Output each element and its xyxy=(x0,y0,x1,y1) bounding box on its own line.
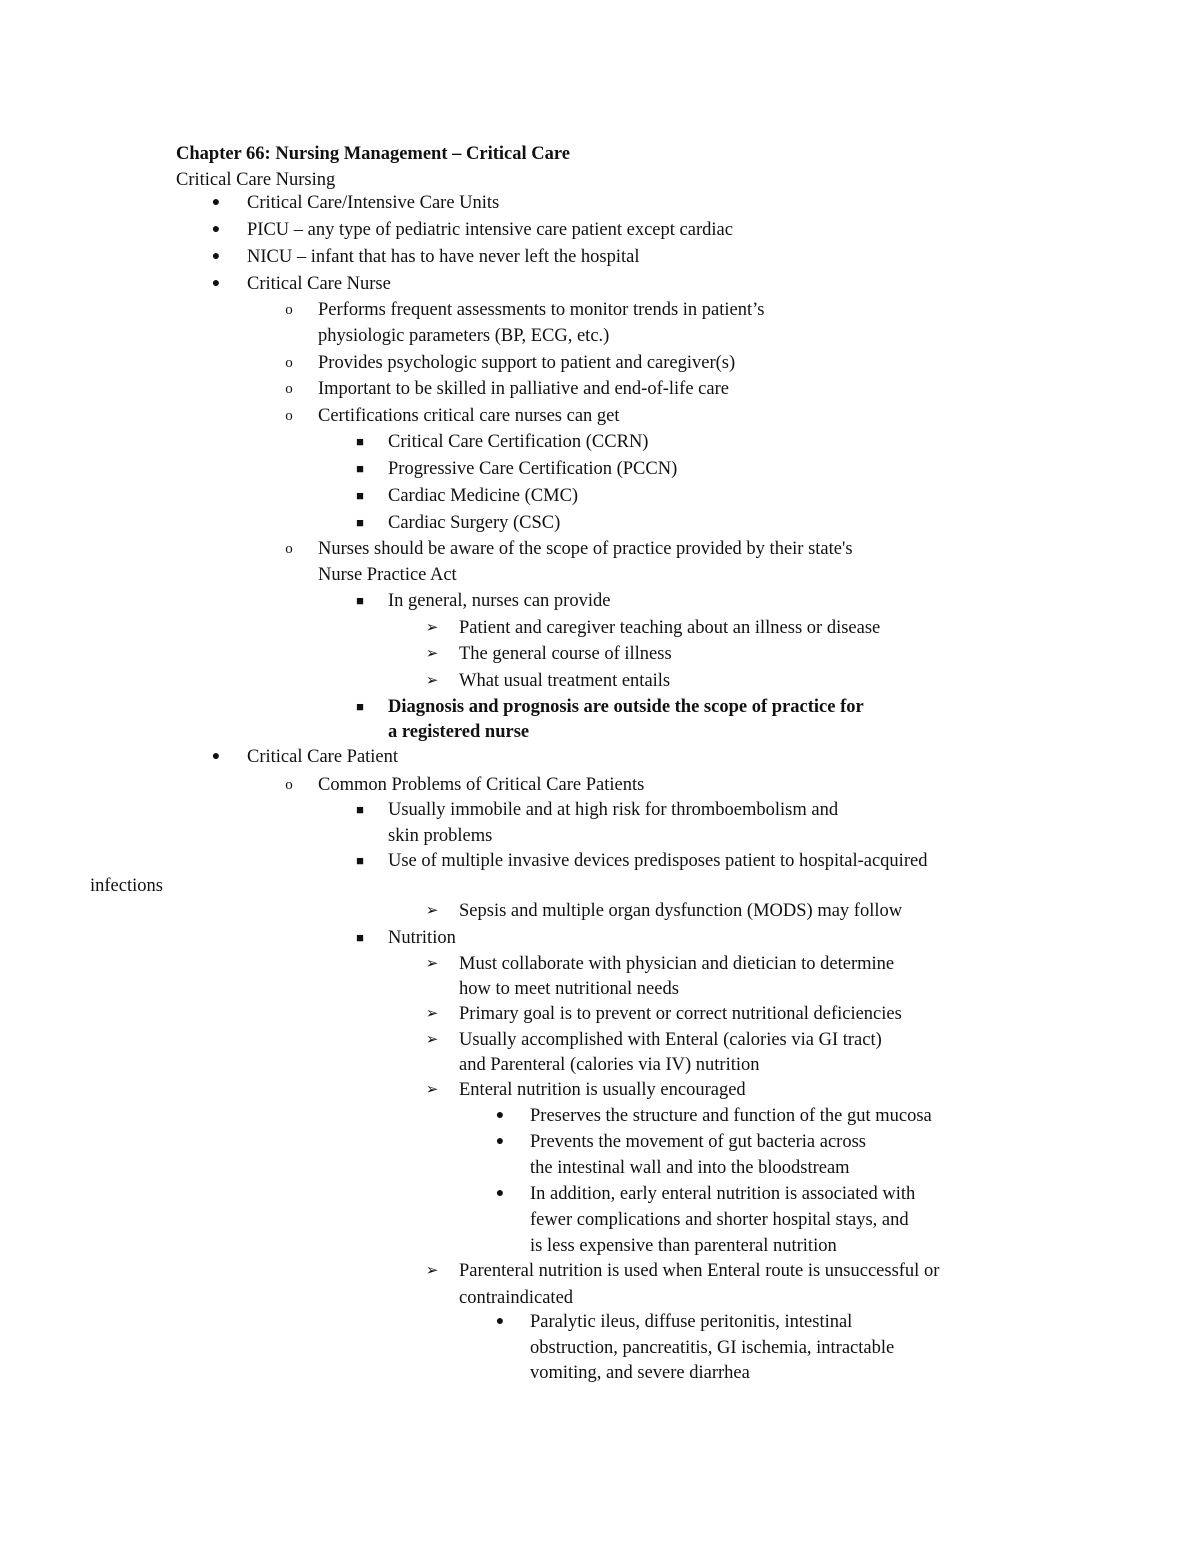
bullet-dot-icon: ● xyxy=(495,1134,505,1149)
bullet-square-icon: ■ xyxy=(356,593,364,608)
bullet-arrow-icon: ➢ xyxy=(425,620,439,636)
list-item-continuation: vomiting, and severe diarrhea xyxy=(530,1363,750,1383)
list-item: Prevents the movement of gut bacteria across xyxy=(530,1132,866,1152)
list-item: Must collaborate with physician and dietician to determine xyxy=(459,954,895,974)
list-item: In addition, early enteral nutrition is associated with xyxy=(530,1184,916,1204)
list-item-continuation: and Parenteral (calories via IV) nutrition xyxy=(459,1055,760,1075)
bullet-dot-icon: ● xyxy=(495,1186,505,1201)
list-item: In general, nurses can provide xyxy=(388,591,611,611)
list-item-emphasis: Diagnosis and prognosis are outside the scope of practice for xyxy=(388,697,864,717)
bullet-circle-icon: o xyxy=(285,408,293,424)
section-heading: Critical Care Nursing xyxy=(176,170,336,190)
list-item: Provides psychologic support to patient and caregiver(s) xyxy=(318,353,736,373)
bullet-dot-icon: ● xyxy=(495,1108,505,1123)
list-item: Patient and caregiver teaching about an illness or disease xyxy=(459,618,881,638)
bullet-circle-icon: o xyxy=(285,355,293,371)
list-item-continuation: a registered nurse xyxy=(388,722,530,742)
bullet-dot-icon: ● xyxy=(211,249,221,264)
list-item: Progressive Care Certification (PCCN) xyxy=(388,459,678,479)
bullet-circle-icon: o xyxy=(285,381,293,397)
list-item: Cardiac Surgery (CSC) xyxy=(388,513,561,533)
list-item-continuation: obstruction, pancreatitis, GI ischemia, intractable xyxy=(530,1338,895,1358)
list-item-continuation: is less expensive than parenteral nutrition xyxy=(530,1236,837,1256)
list-item: PICU – any type of pediatric intensive care patient except cardiac xyxy=(247,220,733,240)
bullet-square-icon: ■ xyxy=(356,515,364,530)
bullet-circle-icon: o xyxy=(285,541,293,557)
list-item-continuation: Nurse Practice Act xyxy=(318,565,457,585)
list-item: Enteral nutrition is usually encouraged xyxy=(459,1080,746,1100)
bullet-square-icon: ■ xyxy=(356,434,364,449)
bullet-square-icon: ■ xyxy=(356,461,364,476)
bullet-arrow-icon: ➢ xyxy=(425,1082,439,1098)
bullet-arrow-icon: ➢ xyxy=(425,1032,439,1048)
bullet-arrow-icon: ➢ xyxy=(425,673,439,689)
list-item-continuation: physiologic parameters (BP, ECG, etc.) xyxy=(318,326,610,346)
list-item-continuation: fewer complications and shorter hospital stays, and xyxy=(530,1210,909,1230)
bullet-circle-icon: o xyxy=(285,777,293,793)
list-item: The general course of illness xyxy=(459,644,672,664)
list-item: Preserves the structure and function of the gut mucosa xyxy=(530,1106,932,1126)
list-item: Nutrition xyxy=(388,928,456,948)
list-item: Performs frequent assessments to monitor trends in patient’s xyxy=(318,300,765,320)
list-item: Common Problems of Critical Care Patients xyxy=(318,775,645,795)
bullet-circle-icon: o xyxy=(285,302,293,318)
bullet-dot-icon: ● xyxy=(495,1314,505,1329)
list-item-continuation: skin problems xyxy=(388,826,493,846)
bullet-dot-icon: ● xyxy=(211,276,221,291)
bullet-arrow-icon: ➢ xyxy=(425,903,439,919)
list-item: Critical Care/Intensive Care Units xyxy=(247,193,500,213)
list-item: NICU – infant that has to have never left the hospital xyxy=(247,247,640,267)
document-title: Chapter 66: Nursing Management – Critical Care xyxy=(176,144,570,164)
list-item: Paralytic ileus, diffuse peritonitis, intestinal xyxy=(530,1312,853,1332)
bullet-dot-icon: ● xyxy=(211,749,221,764)
list-item: Certifications critical care nurses can get xyxy=(318,406,620,426)
list-item-continuation: how to meet nutritional needs xyxy=(459,979,679,999)
list-item: Critical Care Patient xyxy=(247,747,399,767)
list-item: Primary goal is to prevent or correct nutritional deficiencies xyxy=(459,1004,902,1024)
bullet-square-icon: ■ xyxy=(356,488,364,503)
bullet-arrow-icon: ➢ xyxy=(425,646,439,662)
bullet-arrow-icon: ➢ xyxy=(425,1006,439,1022)
list-item-continuation: the intestinal wall and into the bloodstream xyxy=(530,1158,850,1178)
list-item: Nurses should be aware of the scope of practice provided by their state's xyxy=(318,539,853,559)
bullet-dot-icon: ● xyxy=(211,222,221,237)
list-item: Important to be skilled in palliative and end-of-life care xyxy=(318,379,729,399)
bullet-dot-icon: ● xyxy=(211,195,221,210)
bullet-square-icon: ■ xyxy=(356,853,364,868)
list-item: Usually immobile and at high risk for thromboembolism and xyxy=(388,800,839,820)
list-item: Usually accomplished with Enteral (calories via GI tract) xyxy=(459,1030,882,1050)
list-item: What usual treatment entails xyxy=(459,671,671,691)
bullet-square-icon: ■ xyxy=(356,930,364,945)
list-item: Sepsis and multiple organ dysfunction (MODS) may follow xyxy=(459,901,903,921)
list-item: Critical Care Nurse xyxy=(247,274,391,294)
list-item: Critical Care Certification (CCRN) xyxy=(388,432,649,452)
bullet-square-icon: ■ xyxy=(356,802,364,817)
list-item: Parenteral nutrition is used when Enteral route is unsuccessful or xyxy=(459,1261,940,1281)
bullet-square-icon: ■ xyxy=(356,699,364,714)
bullet-arrow-icon: ➢ xyxy=(425,956,439,972)
list-item-continuation: infections xyxy=(90,876,163,896)
list-item: Cardiac Medicine (CMC) xyxy=(388,486,579,506)
list-item-continuation: contraindicated xyxy=(459,1288,574,1308)
bullet-arrow-icon: ➢ xyxy=(425,1263,439,1279)
list-item: Use of multiple invasive devices predisposes patient to hospital-acquired xyxy=(388,851,928,871)
